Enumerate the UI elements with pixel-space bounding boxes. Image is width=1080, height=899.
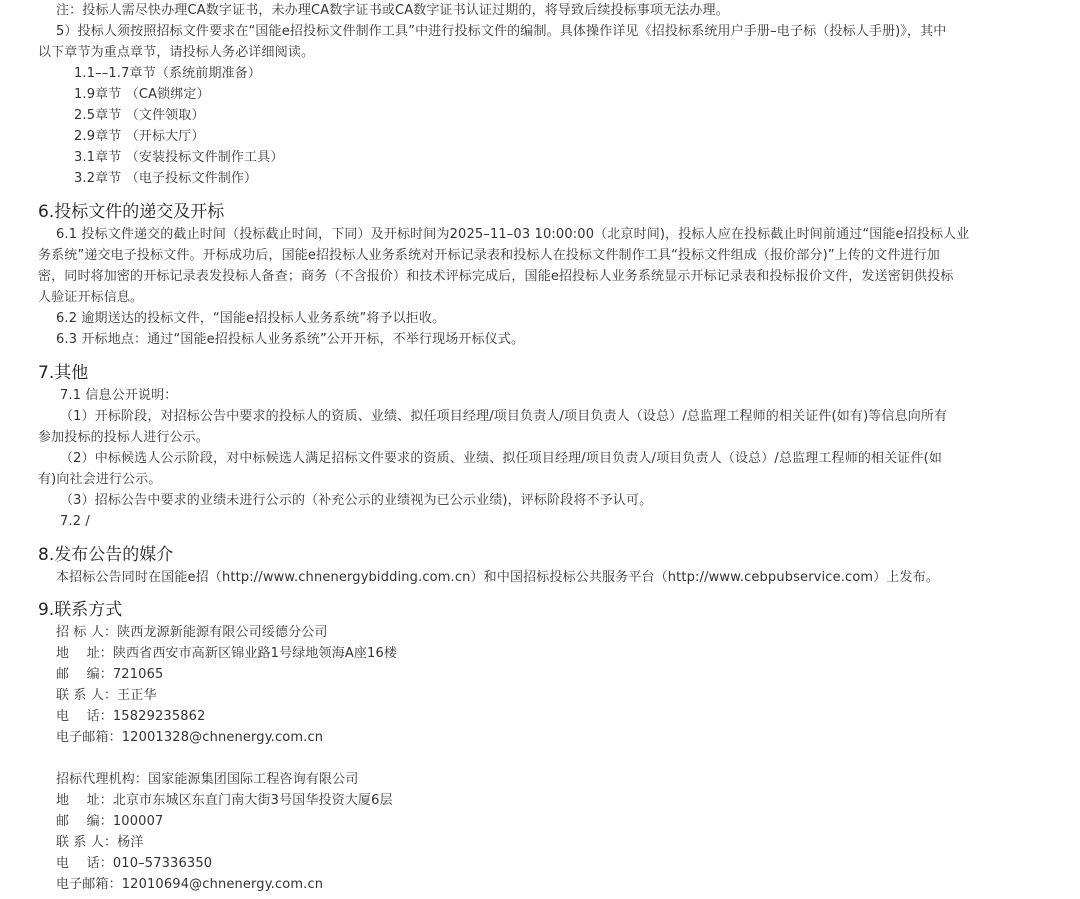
chapter-item: 2.9章节 （开标大厅）	[74, 129, 205, 144]
section-7-1-item3: （3）招标公告中要求的业绩未进行公示的（补充公示的业绩视为已公示业绩)，评标阶段将不予认可。	[60, 493, 653, 508]
chapter-item: 1.9章节 （CA锁绑定）	[74, 87, 210, 102]
tenderer-line: 邮 编：721065	[56, 667, 164, 682]
tenderer-email: 电子邮箱：12001328@chnenergy.com.cn	[56, 730, 324, 745]
section-6-3: 6.3 开标地点：通过“国能e招投标人业务系统”公开开标，不举行现场开标仪式。	[56, 332, 525, 347]
agency-line: 联 系 人：杨洋	[56, 835, 144, 850]
section-8-heading: 8.发布公告的媒介	[38, 545, 174, 565]
tenderer-line: 招 标 人：陕西龙源新能源有限公司绥德分公司	[56, 625, 328, 640]
section-9-heading: 9.联系方式	[38, 600, 123, 620]
section-6-1-line: 密，同时将加密的开标记录表发投标人备查；商务（不含报价）和技术评标完成后，国能e招投标人业务系统显示开标记录表和投标报价文件，发送密钥供投标	[38, 269, 954, 284]
section-6-2: 6.2 逾期送达的投标文件，“国能e招投标人业务系统”将予以拒收。	[56, 311, 446, 326]
chapter-item: 3.2章节 （电子投标文件制作）	[74, 171, 258, 186]
agency-line: 地 址：北京市东城区东直门南大街3号国华投资大厦6层	[56, 793, 393, 808]
section-6-1-line: 务系统”递交电子投标文件。开标成功后，国能e招投标人业务系统对开标记录表和投标人在投标文件制作工具“投标文件组成（报价部分)”上传的文件进行加	[38, 248, 940, 263]
section-6-1-line: 6.1 投标文件递交的截止时间（投标截止时间，下同）及开标时间为2025–11–03 10:00:00（北京时间)，投标人应在投标截止时间前通过“国能e招投标人业	[56, 227, 970, 242]
item5-line1: 5）投标人须按照招标文件要求在“国能e招投标文件制作工具”中进行投标文件的编制。具体操作详见《招投标系统用户手册–电子标（投标人手册)》，其中	[56, 24, 947, 39]
item5-line2: 以下章节为重点章节，请投标人务必详细阅读。	[38, 45, 315, 60]
agency-line: 邮 编：100007	[56, 814, 164, 829]
section-6-1-line: 人验证开标信息。	[38, 290, 144, 305]
section-7-heading: 7.其他	[38, 363, 89, 383]
tenderer-line: 联 系 人：王正华	[56, 688, 157, 703]
ca-certificate-note: 注：投标人需尽快办理CA数字证书，未办理CA数字证书或CA数字证书认证过期的，将导致后续投标事项无法办理。	[56, 3, 729, 18]
chapter-item: 1.1––1.7章节（系统前期准备）	[74, 66, 262, 81]
section-7-1-item1-line2: 参加投标的投标人进行公示。	[38, 430, 209, 445]
section-6-heading: 6.投标文件的递交及开标	[38, 202, 225, 222]
section-7-1: 7.1 信息公开说明：	[60, 388, 178, 403]
tenderer-line: 电 话：15829235862	[56, 709, 206, 724]
agency-line: 招标代理机构：国家能源集团国际工程咨询有限公司	[56, 772, 359, 787]
section-8-text: 本招标公告同时在国能e招（http://www.chnenergybidding.com.cn）和中国招标投标公共服务平台（http://www.cebpubservice.com）上发布。	[56, 570, 939, 585]
chapter-item: 2.5章节 （文件领取）	[74, 108, 205, 123]
tenderer-line: 地 址：陕西省西安市高新区锦业路1号绿地领海A座16楼	[56, 646, 398, 661]
section-7-1-item1-line1: （1）开标阶段，对招标公告中要求的投标人的资质、业绩、拟任项目经理/项目负责人/项目负责人（设总）/总监理工程师的相关证件(如有)等信息向所有	[60, 409, 948, 424]
section-7-2: 7.2 /	[60, 514, 90, 529]
section-7-1-item2-line1: （2）中标候选人公示阶段，对中标候选人满足招标文件要求的资质、业绩、拟任项目经理/项目负责人/项目负责人（设总）/总监理工程师的相关证件(如	[60, 451, 942, 466]
section-7-1-item2-line2: 有)向社会进行公示。	[38, 472, 162, 487]
agency-line: 电 话：010–57336350	[56, 856, 213, 871]
agency-email: 电子邮箱：12010694@chnenergy.com.cn	[56, 877, 324, 892]
chapter-item: 3.1章节 （安装投标文件制作工具）	[74, 150, 284, 165]
